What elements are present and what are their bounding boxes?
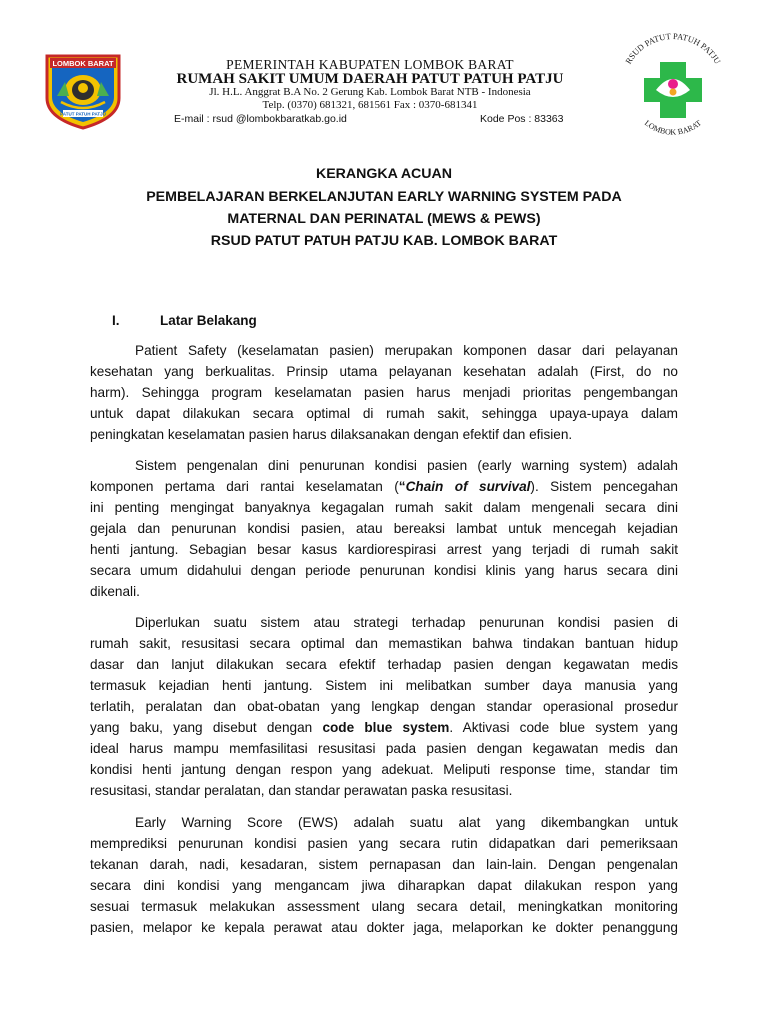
rsud-patut-patuh-patju-logo-icon bbox=[612, 28, 734, 146]
paragraph-1-line: Patient Safety (keselamatan pasien) merupakan komponen dasar dari pelayanan bbox=[135, 343, 678, 358]
paragraph-3-line: terlatih, peralatan dan obat-obatan yang lengkap dengan standar operasional prosedur bbox=[90, 699, 678, 714]
letterhead-email: E-mail : rsud @lombokbaratkab.go.id bbox=[174, 113, 347, 125]
paragraph-4-line: memprediksi penurunan kondisi pasien yang secara rutin didapatkan dari pemeriksaan bbox=[90, 836, 678, 851]
document-title-line-4: RSUD PATUT PATUH PATJU KAB. LOMBOK BARAT bbox=[210, 233, 558, 249]
paragraph-4-line: secara dini kondisi yang mengancam jiwa diharapkan dapat dilakukan respon yang bbox=[90, 878, 678, 893]
letterhead-hospital-name: RUMAH SAKIT UMUM DAERAH PATUT PATUH PATJU bbox=[176, 71, 564, 87]
svg-text:LOMBOK BARAT: LOMBOK BARAT bbox=[52, 59, 114, 68]
svg-text:PATUT PATUH PATJU: PATUT PATUH PATJU bbox=[60, 111, 106, 117]
svg-text:RSUD PATUT PATUH PATJU: RSUD PATUT PATUH PATJU bbox=[623, 30, 723, 66]
chain-of-survival-term: Chain of survival bbox=[405, 479, 531, 494]
document-title-line-1: KERANGKA ACUAN bbox=[315, 166, 453, 182]
paragraph-4-line: tekanan darah, nadi, kesadaran, sistem pernapasan dan lain-lain. Dengan pengenalan bbox=[90, 857, 678, 872]
paragraph-1-line: kesehatan yang berkualitas. Prinsip utama pelayanan kesehatan adalah (First, do no bbox=[90, 364, 678, 379]
letterhead-phone: Telp. (0370) 681321, 681561 Fax : 0370-681341 bbox=[262, 99, 478, 111]
paragraph-4-line: Early Warning Score (EWS) adalah suatu alat yang dikembangkan untuk bbox=[135, 815, 678, 830]
paragraph-2-text: komponen pertama dari rantai keselamatan ( bbox=[90, 479, 399, 494]
paragraph-2-line: henti jantung. Sebagian besar kasus kardiorespirasi arrest yang terjadi di rumah sakit bbox=[90, 542, 678, 557]
paragraph-1-line: harm). Sehingga program keselamatan pasien harus menjadi prioritas pengembangan bbox=[90, 385, 678, 400]
paragraph-2-line bbox=[90, 479, 678, 495]
paragraph-2-line: gejala dan penurunan kondisi pasien, atau bereaksi lambat untuk mencegah kejadian bbox=[90, 521, 678, 536]
paragraph-4-line: pasien, melapor ke kepala perawat atau dokter jaga, melaporkan ke dokter penanggung bbox=[90, 920, 678, 935]
paragraph-3-line: resusitasi, standar peralatan, dan standar perawatan paska resusitasi. bbox=[90, 783, 513, 798]
paragraph-2-line: ini penting mengingat banyaknya kegagalan rumah sakit dalam mengenali secara dini bbox=[90, 500, 678, 515]
paragraph-3-line: Diperlukan suatu sistem atau strategi terhadap penurunan kondisi pasien di bbox=[135, 615, 678, 630]
paragraph-2-line: secara umum didahului dengan periode penurunan kondisi klinis yang harus secara dini bbox=[90, 563, 678, 578]
lombok-barat-emblem-icon bbox=[43, 52, 123, 130]
paragraph-3-text: . Aktivasi code blue system yang bbox=[449, 720, 678, 735]
document-title-line-3: MATERNAL DAN PERINATAL (MEWS & PEWS) bbox=[227, 211, 541, 227]
letterhead-address: Jl. H.L. Anggrat B.A No. 2 Gerung Kab. Lombok Barat NTB - Indonesia bbox=[209, 86, 531, 98]
paragraph-3-line: kondisi henti jantung dengan respon yang adekuat. Meliputi response time, standar tim bbox=[90, 762, 678, 777]
paragraph-2-line: Sistem pengenalan dini penurunan kondisi pasien (early warning system) adalah bbox=[135, 458, 678, 473]
paragraph-3-line: termasuk kejadian henti jantung. Sistem ini melibatkan sumber daya manusia yang bbox=[90, 678, 678, 693]
paragraph-3-line: ideal harus mampu memfasilitasi resusitasi pada pasien dengan kegawatan medis dan bbox=[90, 741, 678, 756]
paragraph-3-line: dasar dan lanjut dilakukan secara efektif terhadap pasien dengan kegawatan medis bbox=[90, 657, 678, 672]
letterhead-postal-code: Kode Pos : 83363 bbox=[480, 113, 564, 125]
letterhead-government: PEMERINTAH KABUPATEN LOMBOK BARAT bbox=[226, 57, 514, 72]
paragraph-2-line: dikenali. bbox=[90, 584, 140, 599]
paragraph-3-text: yang baku, yang disebut dengan bbox=[90, 720, 323, 735]
svg-text:LOMBOK BARAT: LOMBOK BARAT bbox=[642, 118, 704, 137]
section-heading: Latar Belakang bbox=[160, 313, 257, 328]
section-number: I. bbox=[112, 313, 120, 328]
paragraph-3-line: rumah sakit, resusitasi secara optimal dan memastikan bahwa tindakan bantuan hidup bbox=[90, 636, 678, 651]
paragraph-1-line: untuk dapat dilakukan secara optimal di rumah sakit, sehingga upaya-upaya dalam bbox=[90, 406, 678, 421]
code-blue-system-term: code blue system bbox=[322, 720, 450, 735]
paragraph-2-text: ). Sistem pencegahan bbox=[530, 479, 678, 494]
paragraph-4-line: sesuai termasuk melakukan assessment ulang secara detail, meningkatkan monitoring bbox=[90, 899, 678, 914]
quote-mark: “ bbox=[398, 479, 406, 494]
paragraph-3-line bbox=[90, 720, 678, 736]
paragraph-1-line: peningkatan keselamatan pasien harus dilaksanakan dengan efektif dan efisien. bbox=[90, 427, 573, 442]
document-title-line-2: PEMBELAJARAN BERKELANJUTAN EARLY WARNING SYSTEM PADA bbox=[146, 189, 622, 205]
